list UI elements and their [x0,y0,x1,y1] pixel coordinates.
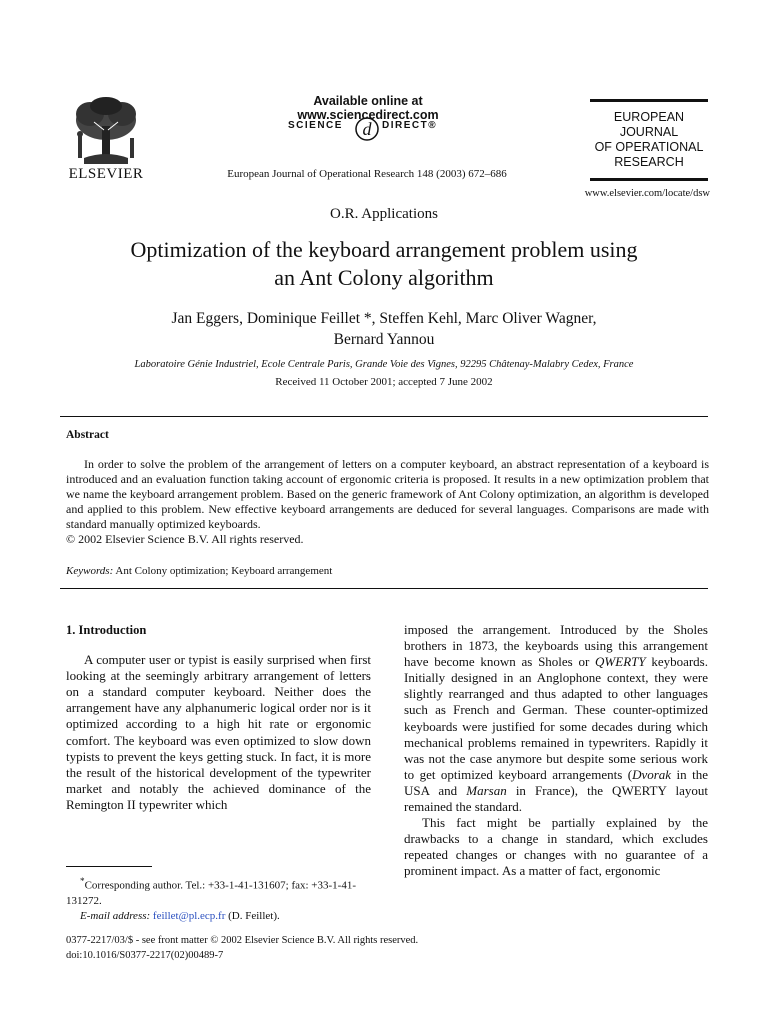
sciencedirect-logo [288,114,448,142]
abstract-heading: Abstract [66,429,109,441]
abstract-rule-bottom [60,588,708,589]
available-online-text: Available online at www.sciencedirect.com [297,94,439,122]
body-paragraph: A computer user or typist is easily surprised when first looking at the seemingly arbitrary arrangement of letters on a standard computer keyboard. Neither does the arrangement have any alphanumeric logical order nor is it optimized according to a high hit rate or ergonomic comfort. The keyboard was even optimized to slow down typists to prevent the keys getting stuck. In fact, it is more the result of the historical development of the typewriter market and notably the achieved dominance of the Remington II typewriter which [66,652,371,812]
body-paragraph: This fact might be partially explained by the drawbacks to a change in standard, which excludes repeated changes or changes with no guarantee of a prominent impact. As a matter of fact, ergonomic [404,815,708,879]
footnote-rule [66,866,152,867]
abstract-copyright: © 2002 Elsevier Science B.V. All rights reserved. [66,532,304,546]
right-column [404,622,708,880]
article-title-line: an Ant Colony algorithm [274,265,494,290]
dvorak-term: Dvorak [632,766,672,782]
article-title [60,236,708,292]
author-line: Jan Eggers, Dominique Feillet *, Steffen Kehl, Marc Oliver Wagner, [171,310,597,327]
section-heading: 1. Introduction [66,623,147,637]
keywords [66,565,709,577]
sciencedirect-right-word: DIRECT® [382,120,438,131]
svg-text:d: d [362,119,372,139]
author-list [80,308,688,350]
body-paragraph [404,622,708,815]
elsevier-logo [64,96,148,186]
journal-logo-line: RESEARCH [614,155,684,169]
keywords-list: Ant Colony optimization; Keyboard arrangement [115,565,333,577]
sciencedirect-d-icon [354,114,380,142]
journal-logo-line: EUROPEAN [613,110,685,124]
elsevier-wordmark: ELSEVIER [68,166,144,182]
journal-url[interactable]: www.elsevier.com/locate/dsw [584,188,710,199]
qwerty-term: QWERTY [595,654,646,670]
elsevier-tree-icon [64,96,148,166]
sciencedirect-left-word: SCIENCE [288,120,343,131]
doi-line: doi:10.1016/S0377-2217(02)00489-7 [66,950,224,961]
abstract-rule-top [60,416,708,417]
footnote-email [66,909,371,924]
footnote [66,874,371,924]
abstract-text: In order to solve the problem of the arrangement of letters on a computer keyboard, an abstract representation of a keyboard is introduced and an evaluation function taking account of ergonomic criteria is proposed. It results in a new optimization problem that we name the keyboard arrangement problem. Based on the generic framework of Ant Colony optimization, an algorithm is developed and applied to this problem. New effective keyboard arrangements are deduced for several languages. Comparisons are made with standard manually optimized keyboards. [66,457,709,531]
journal-logo-line: JOURNAL [619,125,679,139]
body-text: imposed the arrangement. Introduced by the Sholes brothers in 1873, the keyboards using this arrangement have become known as Sholes or [404,622,708,670]
section-label: O.R. Applications [330,206,438,222]
front-matter-footer [66,933,666,963]
marsan-term: Marsan [466,782,507,798]
body-text: keyboards. Initially designed in an Anglophone context, they were slightly rearranged and thus adapted to other languages such as French and German. These counter-optimized keyboards were justified for some decades during which mechanical problems remained in typewriters. Rapidly it was not the case anymore but despite some serious work to get optimized keyboard arrangements ( [404,654,708,782]
journal-logo [586,110,712,170]
footnote-mark: * [80,876,85,886]
abstract-body [66,457,709,547]
author-line: Bernard Yannou [333,331,435,348]
left-column [66,622,371,813]
email-label: E-mail address: [80,909,151,922]
journal-logo-line: OF OPERATIONAL [594,140,704,154]
body-text: in the USA and [404,766,708,798]
footnote-text: Corresponding author. Tel.: +33-1-41-131607; fax: +33-1-41-131272. [66,879,356,907]
received-dates: Received 11 October 2001; accepted 7 June 2002 [275,376,493,388]
journal-logo-rule-bottom [590,178,708,181]
email-suffix: (D. Feillet). [228,909,280,922]
keywords-label: Keywords: [66,565,114,577]
journal-logo-rule-top [590,99,708,102]
email-link[interactable]: feillet@pl.ecp.fr [152,909,226,922]
footnote-corresponding [66,874,371,909]
issn-line: 0377-2217/03/$ - see front matter © 2002 Elsevier Science B.V. All rights reserved. [66,935,419,946]
article-title-line: Optimization of the keyboard arrangement problem using [130,237,638,262]
body-text: in France), the QWERTY layout remained the standard. [404,782,708,815]
journal-citation: European Journal of Operational Research 148 (2003) 672–686 [227,168,507,180]
affiliation: Laboratoire Génie Industriel, Ecole Centrale Paris, Grande Voie des Vignes, 92295 Châtenay-Malabry Cedex, France [134,359,634,370]
